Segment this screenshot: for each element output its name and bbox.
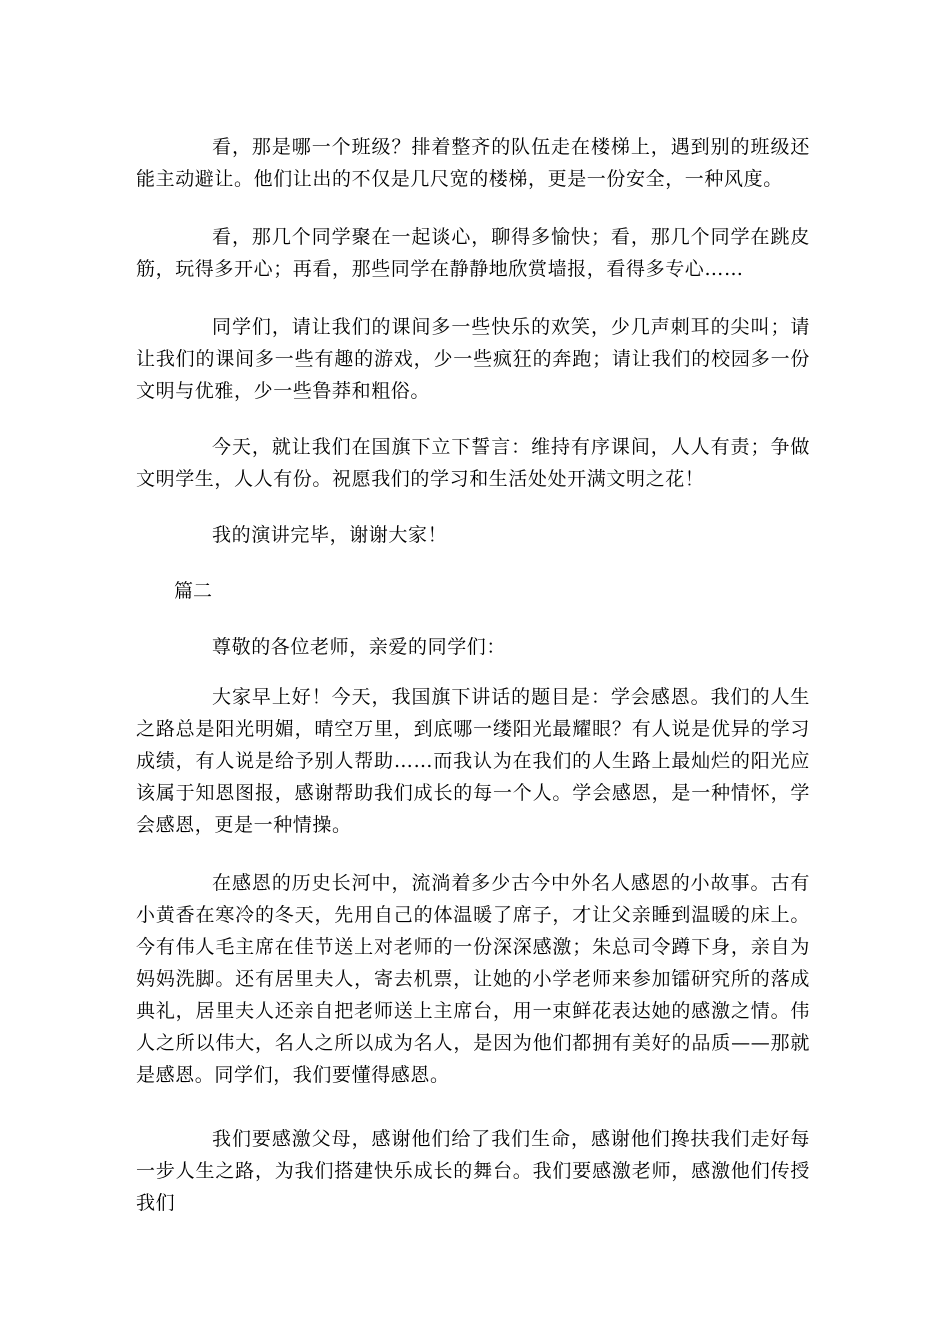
- section-title: 篇二: [174, 580, 213, 602]
- paragraph-4: 今天，就让我们在国旗下立下誓言：维持有序课间，人人有责；争做文明学生，人人有份。祝愿我们的学习和生活处处开满文明之花！: [136, 436, 810, 490]
- paragraph-3: 同学们，请让我们的课间多一些快乐的欢笑，少几声刺耳的尖叫；请让我们的课间多一些有趣的游戏，少一些疯狂的奔跑；请让我们的校园多一份文明与优雅，少一些鲁莽和粗俗。: [136, 316, 810, 402]
- paragraph-8: 我们要感激父母，感谢他们给了我们生命，感谢他们搀扶我们走好每一步人生之路，为我们搭建快乐成长的舞台。我们要感激老师，感激他们传授我们: [136, 1128, 810, 1214]
- paragraph-2: 看，那几个同学聚在一起谈心，聊得多愉快；看，那几个同学在跳皮筋，玩得多开心；再看，那些同学在静静地欣赏墙报，看得多专心……: [136, 226, 810, 280]
- paragraph-1: 看，那是哪一个班级？排着整齐的队伍走在楼梯上，遇到别的班级还能主动避让。他们让出的不仅是几尺宽的楼梯，更是一份安全，一种风度。: [136, 136, 810, 190]
- paragraph-6: 大家早上好！今天，我国旗下讲话的题目是：学会感恩。我们的人生之路总是阳光明媚，晴空万里，到底哪一缕阳光最耀眼？有人说是优异的学习成绩，有人说是给予别人帮助……而我认为在我们的人生路上最灿烂的阳光应该属于知恩图报，感谢帮助我们成长的每一个人。学会感恩，是一种情怀，学会感恩，更是一种情操。: [136, 686, 810, 836]
- greeting-paragraph: 尊敬的各位老师，亲爱的同学们：: [212, 636, 507, 658]
- paragraph-7: 在感恩的历史长河中，流淌着多少古今中外名人感恩的小故事。古有小黄香在寒冷的冬天，先用自己的体温暖了席子，才让父亲睡到温暖的床上。今有伟人毛主席在佳节送上对老师的一份深深感激；朱总司令蹲下身，亲自为妈妈洗脚。还有居里夫人，寄去机票，让她的小学老师来参加镭研究所的落成典礼，居里夫人还亲自把老师送上主席台，用一束鲜花表达她的感激之情。伟人之所以伟大，名人之所以成为名人，是因为他们都拥有美好的品质——那就是感恩。同学们，我们要懂得感恩。: [136, 872, 810, 1086]
- paragraph-5: 我的演讲完毕，谢谢大家！: [212, 524, 448, 546]
